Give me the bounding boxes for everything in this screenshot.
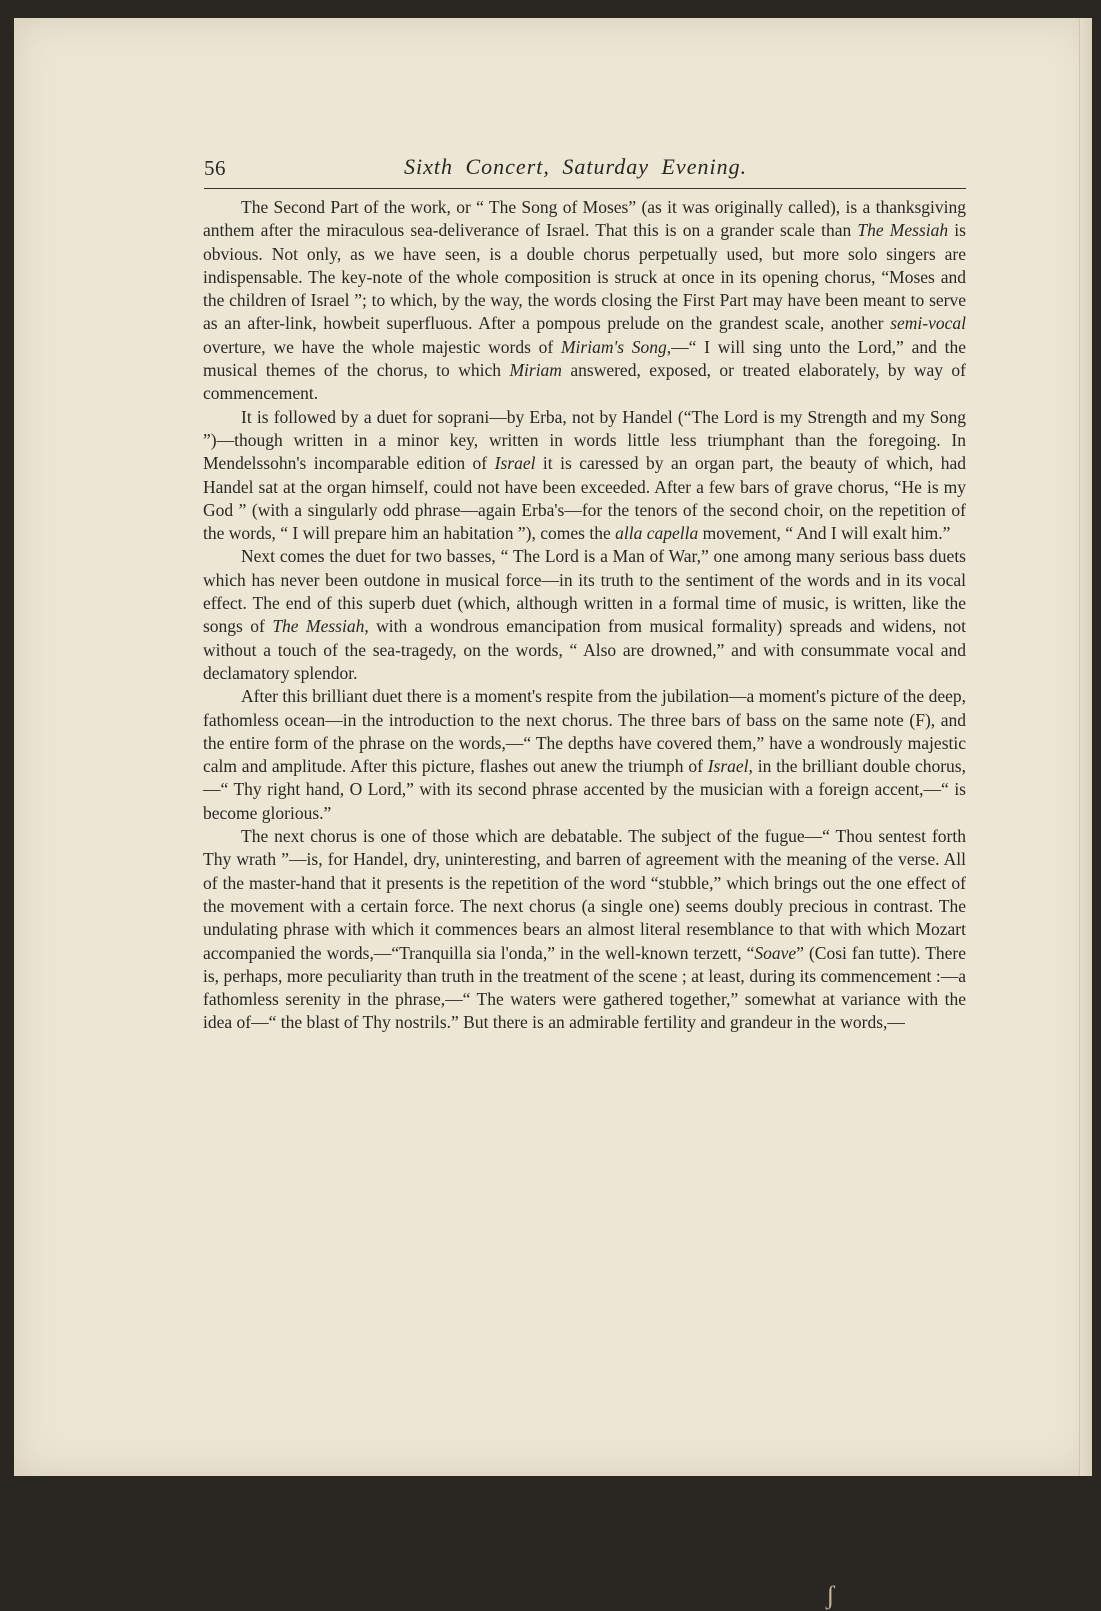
italic-text: Soave <box>754 942 797 963</box>
text-run: , in the brilliant double chorus,—“ Thy right hand, O Lord,” with its second phrase accented by the musician with a foreign accent,—“ is become glorious.” <box>203 756 966 823</box>
text-run: is obvious. Not only, as we have seen, is a double chorus perpetually used, but more solo singers are indispensable. The key-note of the whole composition is struck at once in its opening chorus, “Moses and the children of Israel ”; to which, by the way, the words closing the First Part may have been meant to serve as an after-link, howbeit superfluous. After a pompous prelude on the grandest scale, another <box>203 220 966 334</box>
italic-text: Israel <box>707 756 749 777</box>
text-run: ,—“ I will sing unto the Lord,” and the musical themes of the chorus, to which <box>203 336 966 381</box>
book-page <box>14 18 1092 1610</box>
italic-text: The Messiah <box>272 616 365 637</box>
text-run: movement, “ And I will exalt him.” <box>698 523 951 544</box>
text-run: answered, exposed, or treated elaborately, by way of commencement. <box>203 360 966 404</box>
page-edge <box>1079 18 1092 1476</box>
page-number: 56 <box>204 156 226 180</box>
paragraph <box>203 406 966 546</box>
italic-text: alla capella <box>615 523 699 544</box>
text-run: After this brilliant duet there is a moment's respite from the jubilation—a moment's picture of the deep, fathomless ocean—in the introduction to the next chorus. The three bars of bass on the same note (F), and the entire form of the phrase on the words,—“ The depths have covered them,” have a wondrously majestic calm and amplitude. After this picture, flashes out anew the triumph of <box>203 686 966 777</box>
italic-text: semi-vocal <box>890 313 966 334</box>
text-run: , with a wondrous emancipation from musical formality) spreads and widens, not without a touch of the sea-tragedy, on the words, “ Also are drowned,” and with consummate vocal and declamatory splendor. <box>203 616 967 683</box>
italic-text: The Messiah <box>857 220 949 241</box>
text-run: it is caressed by an organ part, the beauty of which, had Handel sat at the organ himself, could not have been exceeded. After a few bars of grave chorus, “He is my God ” (with a singularly odd phrase—again Erba's—for the tenors of the second choir, on the repetition of the words, “ I will prepare him an habitation ”), comes the <box>203 453 966 544</box>
text-run: The Second Part of the work, or “ The Song of Moses” (as it was originally called), is a thanksgiving anthem after the miraculous sea-deliverance of Israel. That this is on a grander scale than <box>203 197 966 241</box>
body-text <box>203 196 966 1035</box>
running-head <box>204 152 966 189</box>
paper-mark: ʃ <box>826 1581 835 1610</box>
text-run: It is followed by a duet for soprani—by Erba, not by Handel (“The Lord is my Strength and my Song ”)—though written in a minor key, written in words little less triumphant than the foregoing. In Mendelssohn's incomparable edition of <box>203 406 966 474</box>
paragraph <box>203 196 966 406</box>
paragraph <box>203 825 966 1035</box>
italic-text: Miriam <box>509 360 562 381</box>
text-run: The next chorus is one of those which are debatable. The subject of the fugue—“ Thou sentest forth Thy wrath ”—is, for Handel, dry, uninteresting, and barren of agreement with the meaning of the verse. All of the master-hand that it presents is the repetition of the word “stubble,” which brings out the one effect of the movement with a certain force. The next chorus (a single one) seems doubly precious in contrast. The undulating phrase with which it commences bears an almost literal resemblance to that with which Mozart accompanied the words,—“Tranquilla sia l'onda,” in the well-known terzett, “ <box>203 826 966 963</box>
text-run: overture, we have the whole majestic words of <box>203 336 561 357</box>
running-title: Sixth Concert, Saturday Evening. <box>404 154 748 179</box>
italic-text: Miriam's Song <box>560 336 667 357</box>
text-run: ” (Cosi fan tutte). There is, perhaps, more peculiarity than truth in the treatment of the scene ; at least, during its commencement :—a fathomless serenity in the phrase,—“ The waters were gathered together,” somewhat at variance with the idea of—“ the blast of Thy nostrils.” But there is an admirable fertility and grandeur in the words,— <box>203 942 966 1033</box>
italic-text: Israel <box>494 453 536 474</box>
paragraph <box>203 685 966 825</box>
text-run: Next comes the duet for two basses, “ The Lord is a Man of War,” one among many serious bass duets which has never been outdone in musical force—in its truth to the sentiment of the words and in its vocal effect. The end of this superb duet (which, although written in a formal time of music, is written, like the songs of <box>203 546 966 637</box>
paragraph <box>203 545 966 685</box>
